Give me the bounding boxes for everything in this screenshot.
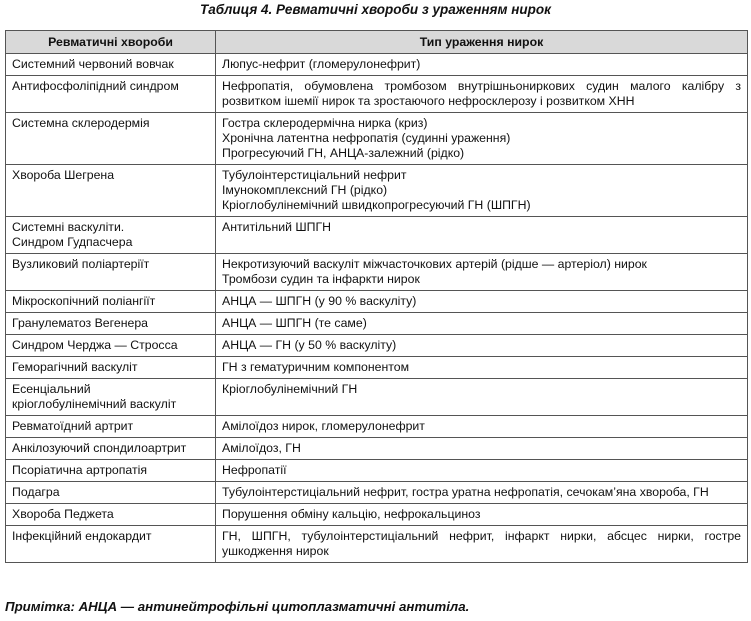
- disease-cell: Геморагічний васкуліт: [6, 357, 216, 379]
- table-row: [6, 438, 748, 460]
- table-row: [6, 217, 748, 254]
- disease-cell: Ревматоїдний артрит: [6, 416, 216, 438]
- table-row: [6, 254, 748, 291]
- lesion-cell: ГН, ШПГН, тубулоінтерстиціальний нефрит, інфаркт нирки, абсцес нирки, гостре ушкодження нирок: [216, 526, 748, 563]
- disease-cell: Системна склеродермія: [6, 113, 216, 165]
- lesion-cell: Тубулоінтерстиціальний нефрит Імунокомплексний ГН (рідко) Кріоглобулінемічний швидкопрогресуючий ГН (ШПГН): [216, 165, 748, 217]
- disease-cell: Псоріатична артропатія: [6, 460, 216, 482]
- table-row: [6, 313, 748, 335]
- table-row: [6, 482, 748, 504]
- disease-cell: Інфекційний ендокардит: [6, 526, 216, 563]
- table-row: [6, 291, 748, 313]
- disease-cell: Гранулематоз Вегенера: [6, 313, 216, 335]
- lesion-cell: Некротизуючий васкуліт міжчасточкових артерій (рідше — артеріол) нирок Тромбози судин та інфаркти нирок: [216, 254, 748, 291]
- disease-cell: Системний червоний вовчак: [6, 54, 216, 76]
- table-row: [6, 54, 748, 76]
- lesion-cell: Кріоглобулінемічний ГН: [216, 379, 748, 416]
- disease-cell: Вузликовий поліартеріїт: [6, 254, 216, 291]
- table-row: [6, 335, 748, 357]
- disease-cell: Есенціальний кріоглобулінемічний васкуліт: [6, 379, 216, 416]
- lesion-cell: Тубулоінтерстиціальний нефрит, гостра уратна нефропатія, сечокам’яна хвороба, ГН: [216, 482, 748, 504]
- rheumatic-kidney-table: [5, 30, 748, 563]
- table-row: [6, 416, 748, 438]
- disease-cell: Подагра: [6, 482, 216, 504]
- lesion-cell: Нефропатія, обумовлена тромбозом внутрішньониркових судин малого калібру з розвитком ішемії нирок та зростаючого нефросклерозу і розвитком ХНН: [216, 76, 748, 113]
- disease-cell: Системні васкуліти. Синдром Гудпасчера: [6, 217, 216, 254]
- lesion-cell: Порушення обміну кальцію, нефрокальциноз: [216, 504, 748, 526]
- lesion-cell: Люпус-нефрит (гломерулонефрит): [216, 54, 748, 76]
- lesion-cell: Нефропатії: [216, 460, 748, 482]
- lesion-cell: Амілоїдоз, ГН: [216, 438, 748, 460]
- header-disease: Ревматичні хвороби: [6, 31, 216, 54]
- disease-cell: Анкілозуючий спондилоартрит: [6, 438, 216, 460]
- table-row: [6, 165, 748, 217]
- header-lesion: Тип ураження нирок: [216, 31, 748, 54]
- table-row: [6, 526, 748, 563]
- table-body: [6, 54, 748, 563]
- lesion-cell: Гостра склеродермічна нирка (криз) Хронічна латентна нефропатія (судинні ураження) Прогресуючий ГН, АНЦА-залежний (рідко): [216, 113, 748, 165]
- table-row: [6, 379, 748, 416]
- disease-cell: Хвороба Педжета: [6, 504, 216, 526]
- disease-cell: Антифосфоліпідний синдром: [6, 76, 216, 113]
- lesion-cell: АНЦА — ШПГН (те саме): [216, 313, 748, 335]
- table-row: [6, 460, 748, 482]
- disease-cell: Мікроскопічний поліангіїт: [6, 291, 216, 313]
- disease-cell: Хвороба Шегрена: [6, 165, 216, 217]
- table-row: [6, 504, 748, 526]
- lesion-cell: АНЦА — ГН (у 50 % васкуліту): [216, 335, 748, 357]
- table-row: [6, 357, 748, 379]
- table-caption: Таблиця 4. Ревматичні хвороби з ураженням нирок: [200, 2, 551, 17]
- lesion-cell: Амілоїдоз нирок, гломерулонефрит: [216, 416, 748, 438]
- table-row: [6, 76, 748, 113]
- table-header-row: [6, 31, 748, 54]
- disease-cell: Синдром Черджа — Стросса: [6, 335, 216, 357]
- lesion-cell: ГН з гематуричним компонентом: [216, 357, 748, 379]
- lesion-cell: АНЦА — ШПГН (у 90 % васкуліту): [216, 291, 748, 313]
- footnote: Примітка: АНЦА — антинейтрофільні цитоплазматичні антитіла.: [5, 599, 470, 614]
- lesion-cell: Антитільний ШПГН: [216, 217, 748, 254]
- table-row: [6, 113, 748, 165]
